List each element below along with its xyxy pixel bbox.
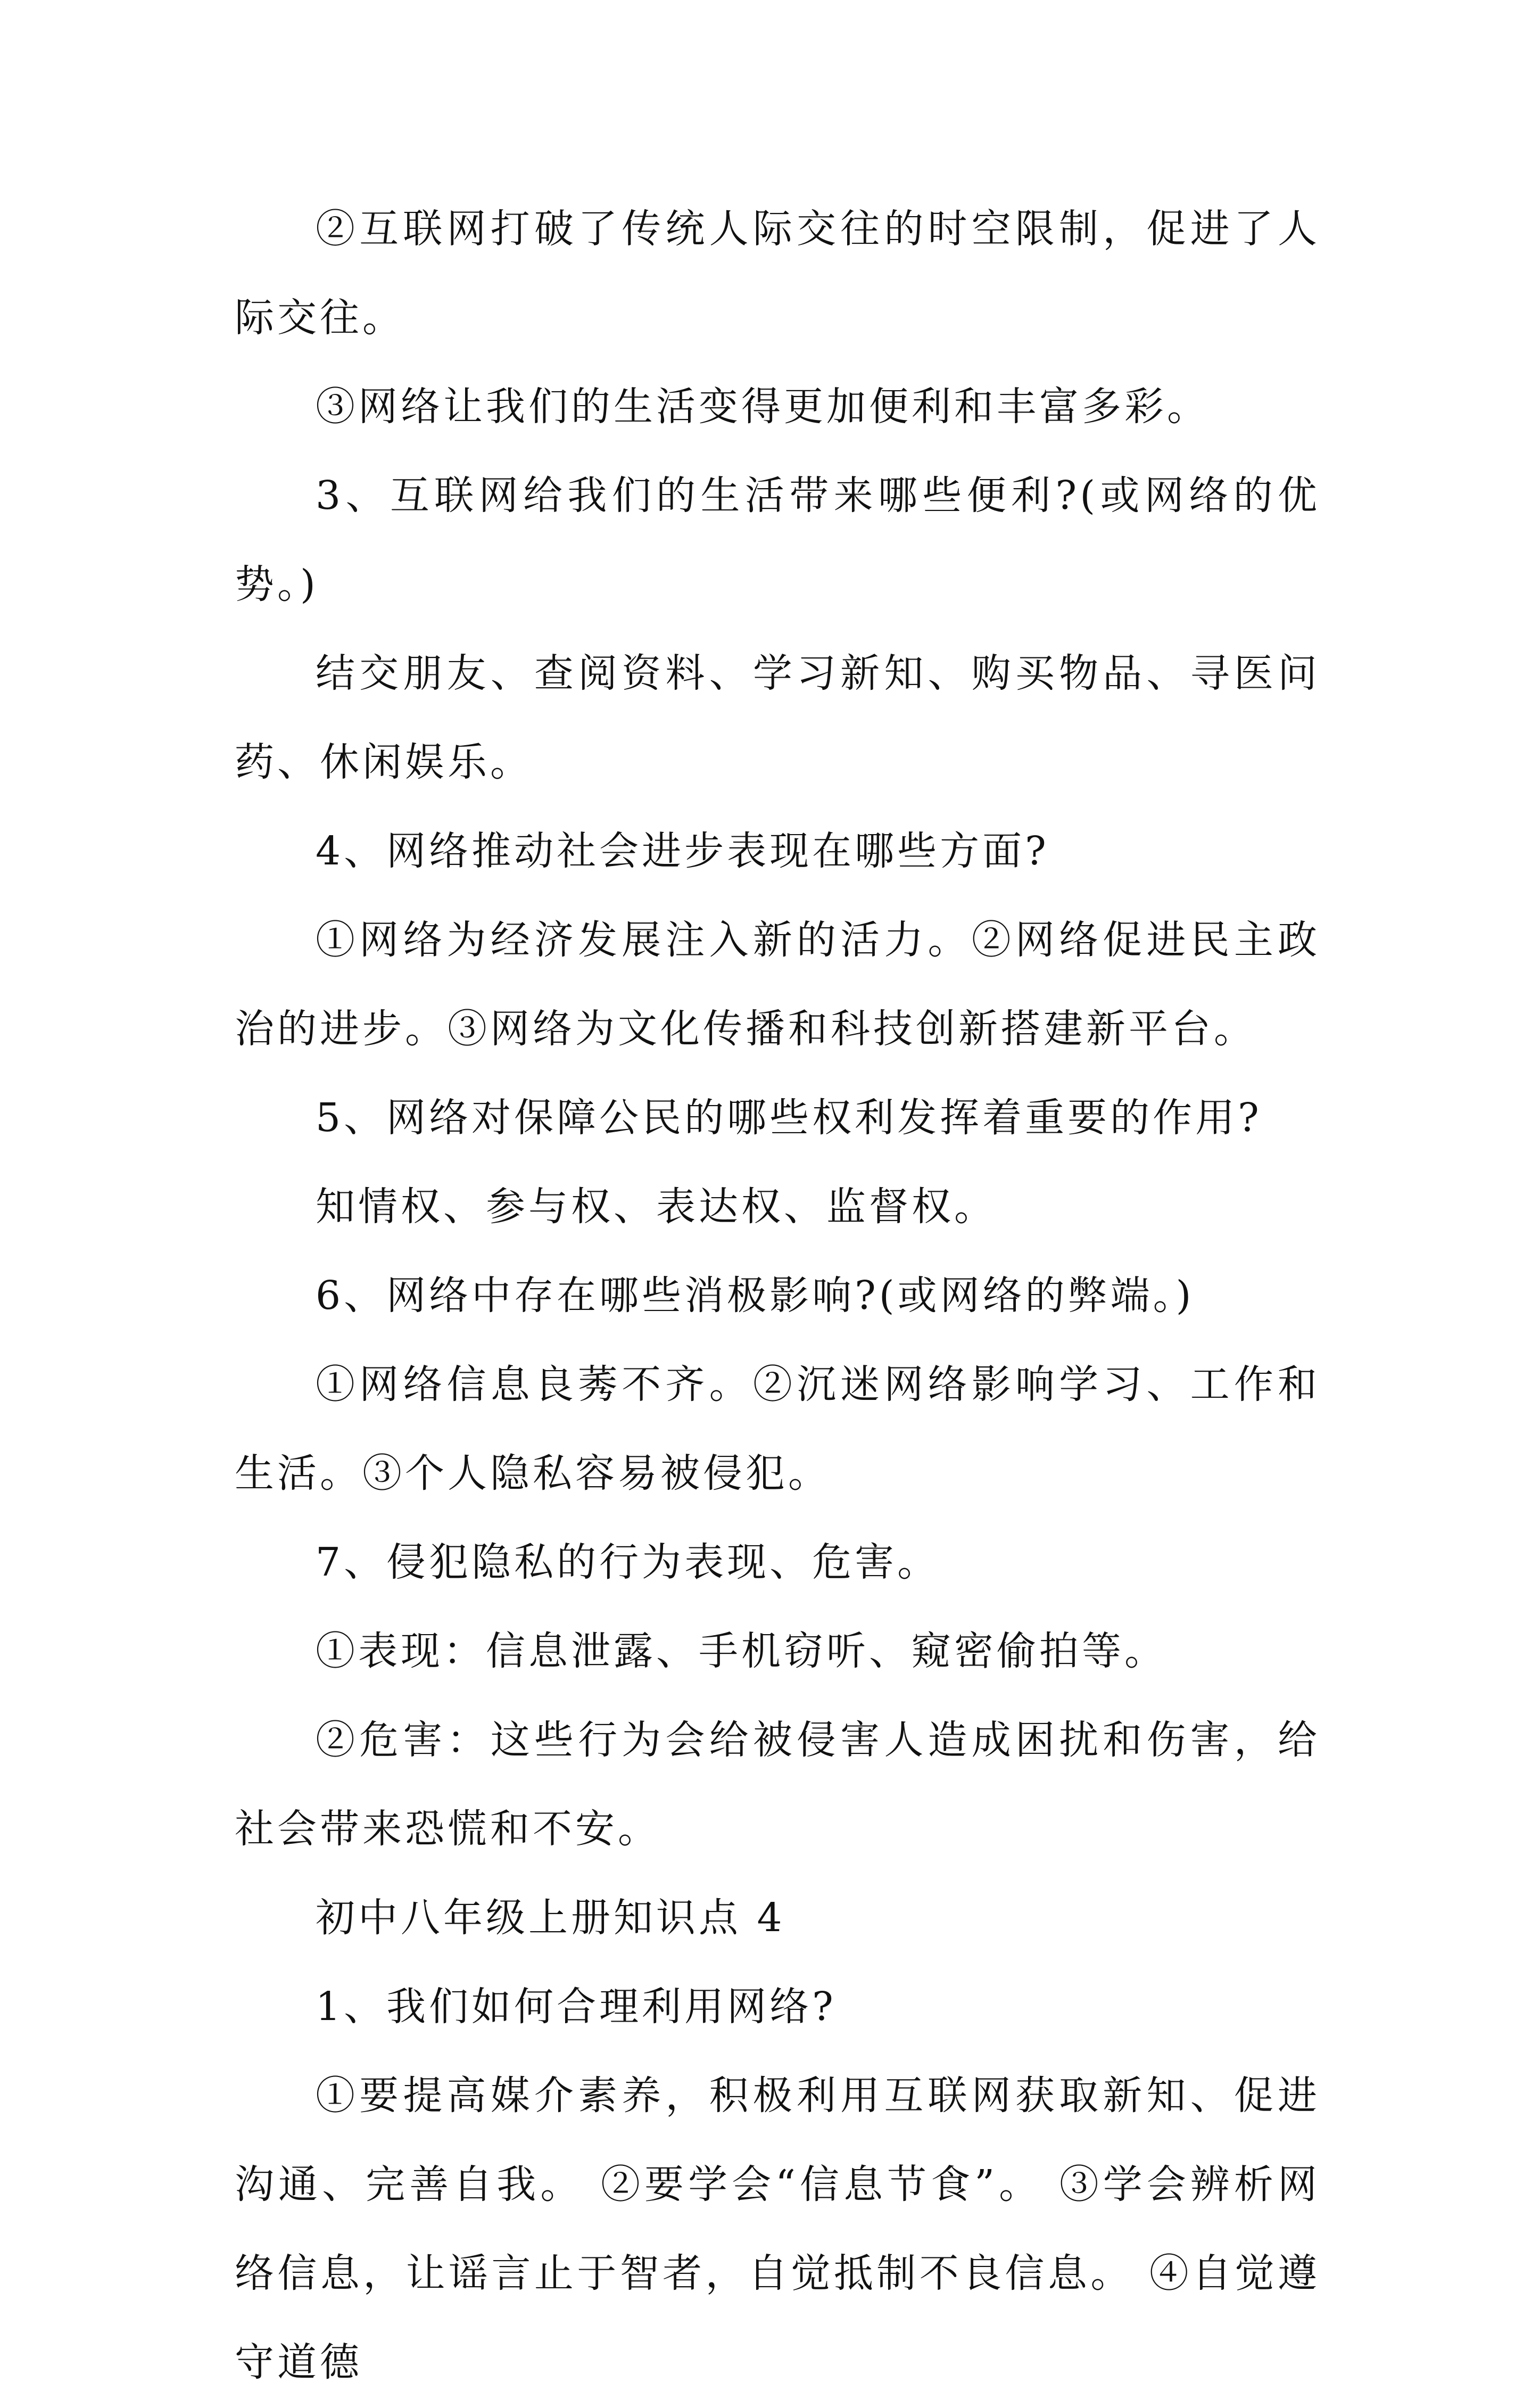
- answer-4-text: ①网络为经济发展注入新的活力。②网络促进民主政治的进步。③网络为文化传播和科技创新搭建新平台。: [235, 917, 1320, 1052]
- paragraph-life-convenience: ③网络让我们的生活变得更加便利和丰富多彩。: [316, 384, 1210, 430]
- answer-5-text: 知情权、参与权、表达权、监督权。: [316, 1184, 997, 1230]
- answer-6-text: ①网络信息良莠不齐。②沉迷网络影响学习、工作和生活。③个人隐私容易被侵犯。: [235, 1362, 1320, 1496]
- question-4-heading: 4、网络推动社会进步表现在哪些方面?: [316, 828, 1049, 874]
- question-5-heading: 5、网络对保障公民的哪些权利发挥着重要的作用?: [316, 1095, 1262, 1141]
- question-1-heading: 1、我们如何合理利用网络?: [316, 1984, 837, 2030]
- question-7-heading: 7、侵犯隐私的行为表现、危害。: [316, 1539, 940, 1585]
- answer-7-harms: ②危害：这些行为会给被侵害人造成困扰和伤害，给社会带来恐慌和不安。: [235, 1717, 1320, 1852]
- question-3-heading: 3、互联网给我们的生活带来哪些便利?(或网络的优势。): [235, 473, 1320, 607]
- answer-1-text: ①要提高媒介素养，积极利用互联网获取新知、促进沟通、完善自我。 ②要学会“信息节食”。 ③学会辨析网络信息，让谣言止于智者，自觉抵制不良信息。 ④自觉遵守道德: [235, 2073, 1320, 2385]
- document-body: [235, 185, 1320, 2407]
- section-title: 初中八年级上册知识点 4: [316, 1895, 785, 1941]
- answer-3-text: 结交朋友、查阅资料、学习新知、购买物品、寻医问药、休闲娱乐。: [235, 650, 1320, 785]
- paragraph-interpersonal-communication: ②互联网打破了传统人际交往的时空限制，促进了人际交往。: [235, 206, 1320, 341]
- question-6-heading: 6、网络中存在哪些消极影响?(或网络的弊端。): [316, 1273, 1195, 1318]
- answer-7-manifestations: ①表现：信息泄露、手机窃听、窥密偷拍等。: [316, 1628, 1167, 1674]
